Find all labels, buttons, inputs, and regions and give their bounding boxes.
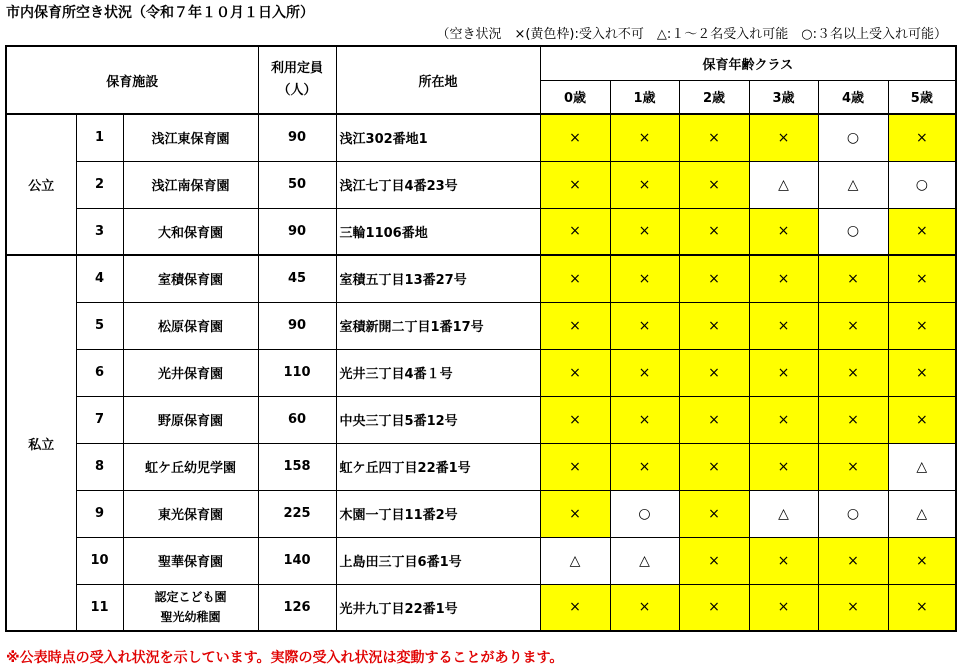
address-cell: 中央三丁目5番12号 xyxy=(336,396,540,443)
page-title: 市内保育所空き状況（令和７年１０月１日入所） xyxy=(6,5,314,21)
status-cell-age-1: △ xyxy=(610,537,679,584)
status-cell-age-4: ○ xyxy=(818,208,888,255)
capacity-cell: 45 xyxy=(258,255,336,302)
status-cell-age-3: × xyxy=(749,537,818,584)
status-cell-age-5: △ xyxy=(888,490,956,537)
row-number: 10 xyxy=(76,537,123,584)
status-cell-age-0: × xyxy=(540,161,610,208)
status-cell-age-0: × xyxy=(540,114,610,161)
address-cell: 三輪1106番地 xyxy=(336,208,540,255)
status-cell-age-2: × xyxy=(679,349,749,396)
status-cell-age-2: × xyxy=(679,255,749,302)
status-cell-age-3: × xyxy=(749,349,818,396)
status-cell-age-1: × xyxy=(610,255,679,302)
address-cell: 室積新開二丁目1番17号 xyxy=(336,302,540,349)
facility-name-line1: 認定こども園 xyxy=(154,590,227,605)
status-cell-age-1: × xyxy=(610,161,679,208)
status-cell-age-3: × xyxy=(749,443,818,490)
status-cell-age-4: × xyxy=(818,349,888,396)
address-cell: 室積五丁目13番27号 xyxy=(336,255,540,302)
facility-name: 東光保育園 xyxy=(123,490,258,537)
status-cell-age-2: × xyxy=(679,396,749,443)
status-cell-age-3: × xyxy=(749,255,818,302)
status-cell-age-4: × xyxy=(818,255,888,302)
address-cell: 浅江302番地1 xyxy=(336,114,540,161)
facility-name: 浅江南保育園 xyxy=(123,161,258,208)
status-cell-age-0: × xyxy=(540,208,610,255)
address-cell: 木園一丁目11番2号 xyxy=(336,490,540,537)
status-cell-age-2: × xyxy=(679,537,749,584)
table-row xyxy=(6,537,956,584)
header-age-class: 保育年齢クラス xyxy=(540,46,956,80)
status-cell-age-5: × xyxy=(888,584,956,631)
group-label: 公立 xyxy=(6,114,76,255)
row-number: 2 xyxy=(76,161,123,208)
status-cell-age-4: ○ xyxy=(818,490,888,537)
status-cell-age-4: × xyxy=(818,537,888,584)
status-cell-age-1: ○ xyxy=(610,490,679,537)
status-cell-age-5: × xyxy=(888,537,956,584)
facility-name: 野原保育園 xyxy=(123,396,258,443)
row-number: 5 xyxy=(76,302,123,349)
row-number: 6 xyxy=(76,349,123,396)
header-age-4: 4歳 xyxy=(818,80,888,114)
status-cell-age-5: × xyxy=(888,255,956,302)
table-body xyxy=(6,114,956,631)
status-cell-age-3: × xyxy=(749,584,818,631)
header-age-1: 1歳 xyxy=(610,80,679,114)
capacity-cell: 60 xyxy=(258,396,336,443)
header-capacity xyxy=(258,46,336,114)
availability-table xyxy=(5,45,957,632)
table-row xyxy=(6,490,956,537)
row-number: 3 xyxy=(76,208,123,255)
status-cell-age-5: ○ xyxy=(888,161,956,208)
status-cell-age-4: × xyxy=(818,396,888,443)
status-cell-age-3: × xyxy=(749,208,818,255)
capacity-cell: 90 xyxy=(258,114,336,161)
table-row xyxy=(6,255,956,302)
status-cell-age-3: △ xyxy=(749,490,818,537)
status-cell-age-2: × xyxy=(679,114,749,161)
row-number: 7 xyxy=(76,396,123,443)
status-cell-age-0: × xyxy=(540,584,610,631)
status-cell-age-4: × xyxy=(818,584,888,631)
header-facility: 保育施設 xyxy=(6,46,258,114)
status-cell-age-0: × xyxy=(540,302,610,349)
header-age-0: 0歳 xyxy=(540,80,610,114)
status-legend: （空き状況 ×(黄色枠):受入れ不可 △:１～２名受入れ可能 ○:３名以上受入れ可能） xyxy=(436,27,947,42)
status-cell-age-1: × xyxy=(610,208,679,255)
status-cell-age-1: × xyxy=(610,302,679,349)
status-cell-age-1: × xyxy=(610,584,679,631)
status-cell-age-5: × xyxy=(888,208,956,255)
status-cell-age-1: × xyxy=(610,349,679,396)
status-cell-age-0: × xyxy=(540,349,610,396)
status-cell-age-2: × xyxy=(679,302,749,349)
row-number: 9 xyxy=(76,490,123,537)
address-cell: 虹ケ丘四丁目22番1号 xyxy=(336,443,540,490)
address-cell: 光井三丁目4番１号 xyxy=(336,349,540,396)
table-row xyxy=(6,302,956,349)
status-cell-age-0: × xyxy=(540,490,610,537)
table-row xyxy=(6,349,956,396)
status-cell-age-3: △ xyxy=(749,161,818,208)
status-cell-age-2: × xyxy=(679,161,749,208)
facility-name-line2: 聖光幼稚園 xyxy=(160,610,221,625)
header-age-5: 5歳 xyxy=(888,80,956,114)
header-address: 所在地 xyxy=(336,46,540,114)
status-cell-age-5: × xyxy=(888,396,956,443)
status-cell-age-5: × xyxy=(888,302,956,349)
address-cell: 光井九丁目22番1号 xyxy=(336,584,540,631)
row-number: 11 xyxy=(76,584,123,631)
group-label: 私立 xyxy=(6,255,76,631)
capacity-cell: 140 xyxy=(258,537,336,584)
header-age-2: 2歳 xyxy=(679,80,749,114)
status-cell-age-5: △ xyxy=(888,443,956,490)
table-row xyxy=(6,161,956,208)
address-cell: 浅江七丁目4番23号 xyxy=(336,161,540,208)
status-cell-age-5: × xyxy=(888,349,956,396)
status-cell-age-3: × xyxy=(749,302,818,349)
table-row xyxy=(6,396,956,443)
status-cell-age-1: × xyxy=(610,443,679,490)
capacity-cell: 110 xyxy=(258,349,336,396)
capacity-cell: 90 xyxy=(258,302,336,349)
facility-name: 大和保育園 xyxy=(123,208,258,255)
row-number: 8 xyxy=(76,443,123,490)
status-cell-age-0: × xyxy=(540,396,610,443)
status-cell-age-2: × xyxy=(679,208,749,255)
capacity-cell: 225 xyxy=(258,490,336,537)
facility-name: 浅江東保育園 xyxy=(123,114,258,161)
status-cell-age-4: △ xyxy=(818,161,888,208)
table-row xyxy=(6,584,956,631)
table-row xyxy=(6,208,956,255)
address-cell: 上島田三丁目6番1号 xyxy=(336,537,540,584)
facility-name: 光井保育園 xyxy=(123,349,258,396)
table-row xyxy=(6,114,956,161)
status-cell-age-4: × xyxy=(818,302,888,349)
status-cell-age-3: × xyxy=(749,396,818,443)
status-cell-age-3: × xyxy=(749,114,818,161)
status-cell-age-0: × xyxy=(540,443,610,490)
status-cell-age-2: × xyxy=(679,443,749,490)
status-cell-age-2: × xyxy=(679,584,749,631)
status-cell-age-4: ○ xyxy=(818,114,888,161)
header-capacity-text: 利用定員（人） xyxy=(271,61,324,98)
row-number: 1 xyxy=(76,114,123,161)
capacity-cell: 90 xyxy=(258,208,336,255)
status-cell-age-1: × xyxy=(610,114,679,161)
capacity-cell: 126 xyxy=(258,584,336,631)
status-cell-age-4: × xyxy=(818,443,888,490)
capacity-cell: 158 xyxy=(258,443,336,490)
header-age-3: 3歳 xyxy=(749,80,818,114)
facility-name: 室積保育園 xyxy=(123,255,258,302)
facility-name: 松原保育園 xyxy=(123,302,258,349)
facility-name: 聖華保育園 xyxy=(123,537,258,584)
row-number: 4 xyxy=(76,255,123,302)
table-header xyxy=(6,46,956,114)
facility-name: 虹ケ丘幼児学園 xyxy=(123,443,258,490)
table-row xyxy=(6,443,956,490)
capacity-cell: 50 xyxy=(258,161,336,208)
status-cell-age-0: × xyxy=(540,255,610,302)
facility-name xyxy=(123,584,258,631)
status-cell-age-5: × xyxy=(888,114,956,161)
footnote: ※公表時点の受入れ状況を示しています。実際の受入れ状況は変動することがあります。 xyxy=(6,650,564,666)
status-cell-age-1: × xyxy=(610,396,679,443)
status-cell-age-2: × xyxy=(679,490,749,537)
status-cell-age-0: △ xyxy=(540,537,610,584)
